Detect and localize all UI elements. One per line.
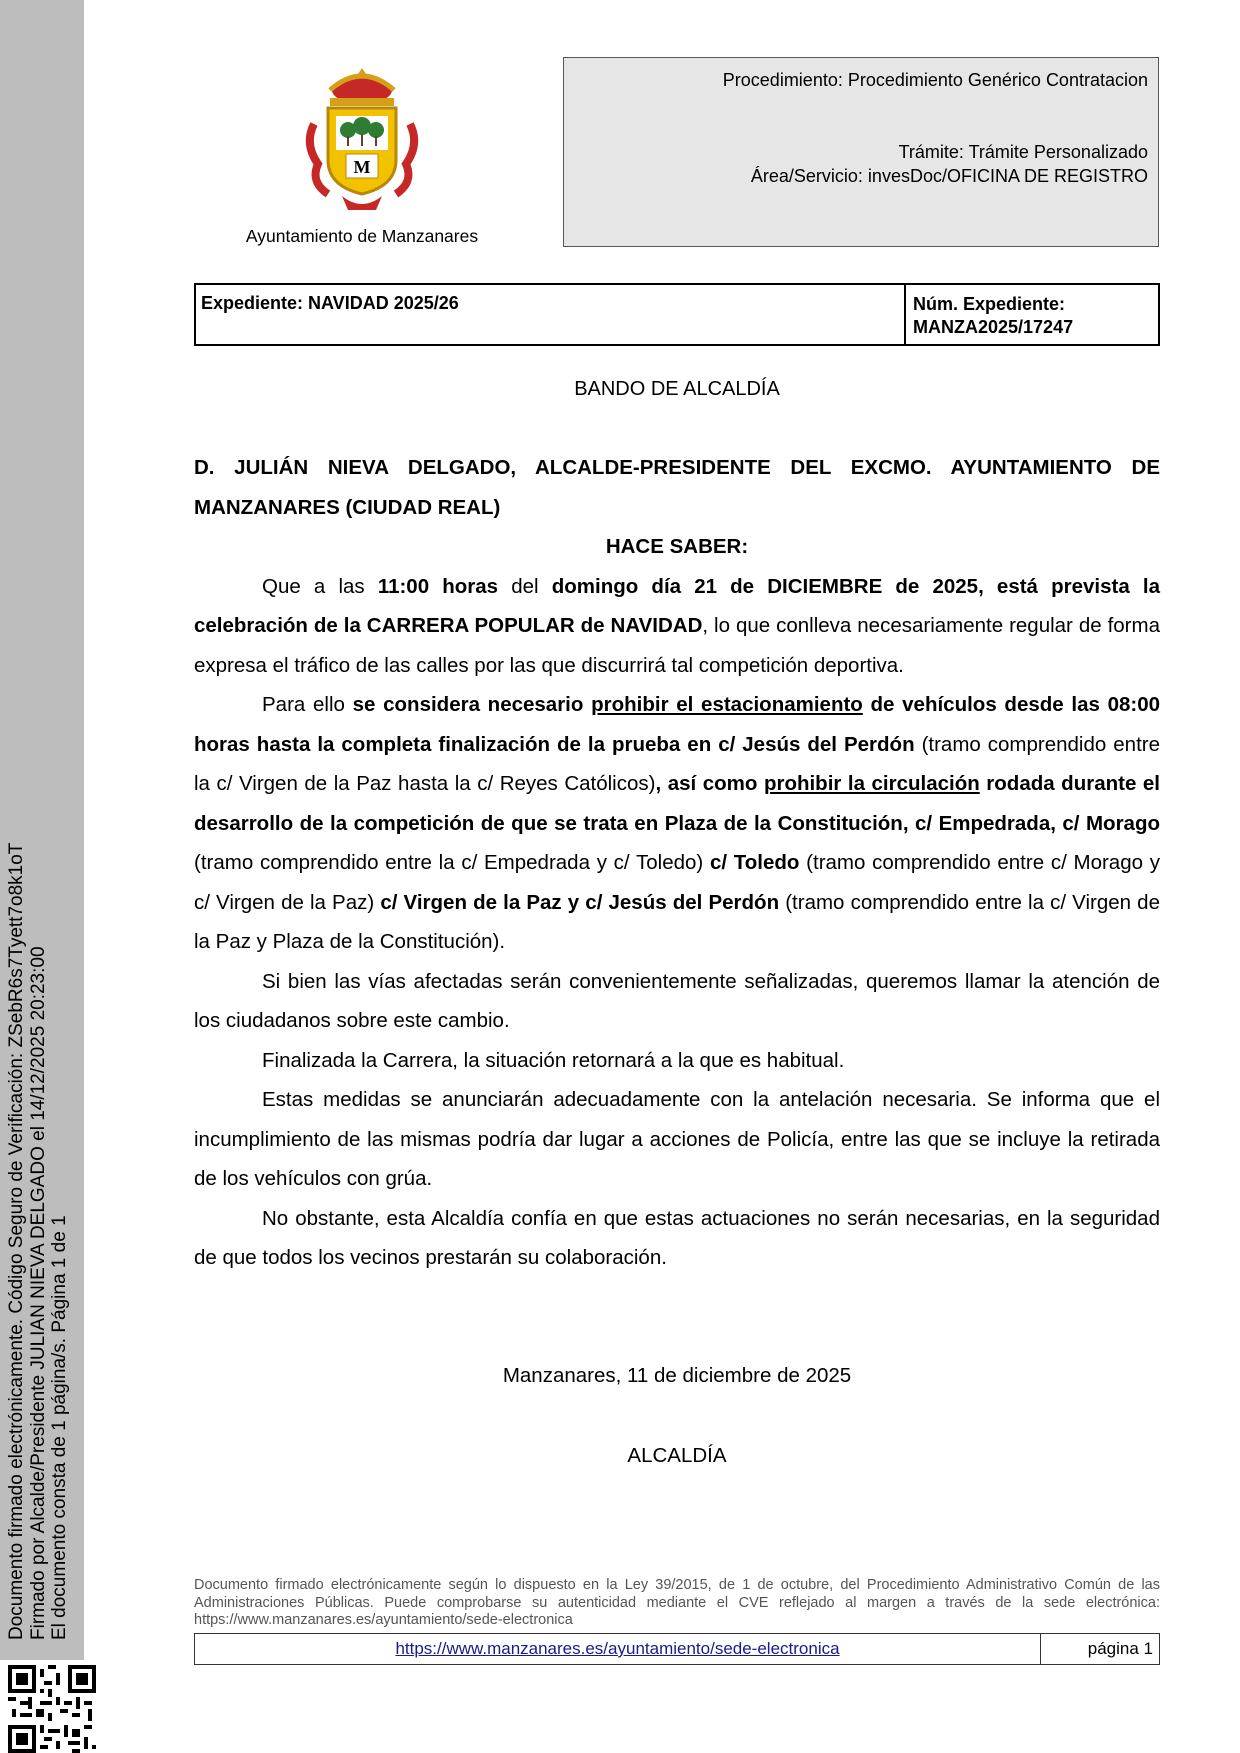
signature-sidebar-text	[6, 640, 71, 1640]
svg-text:M: M	[353, 157, 371, 177]
tramite-text: Trámite: Trámite Personalizado	[898, 142, 1148, 162]
paragraph-6: No obstante, esta Alcaldía confía en que estas actuaciones no serán necesarias, en la seguridad de que todos los vecinos prestarán su colaboración.	[194, 1206, 1160, 1269]
footer-note: Documento firmado electrónicamente según lo dispuesto en la Ley 39/2015, de 1 de octubre, del Procedimiento Administrativo Común de las Administraciones Públicas. Puede comprobarse su autenticidad mediante el CVE reflejado al margen a través de la sede electrónica: https://www.manzanares.es/ayuntamiento/sede-electronica	[194, 1577, 1160, 1628]
sede-electronica-link[interactable]: https://www.manzanares.es/ayuntamiento/sede-electronica	[395, 1639, 840, 1658]
footer-table	[194, 1633, 1160, 1665]
paragraph-1: Que a las 11:00 horas del domingo día 21 de DICIEMBRE de 2025, está prevista la celebración de la CARRERA POPULAR de NAVIDAD, lo que conlleva necesariamente regular de forma expresa el tráfico de las calles por las que discurrirá tal competición deportiva.	[194, 574, 1160, 677]
document-title: BANDO DE ALCALDÍA	[574, 378, 780, 400]
paragraph-3: Si bien las vías afectadas serán convenientemente señalizadas, queremos llamar la atención de los ciudadanos sobre este cambio.	[194, 969, 1160, 1032]
expediente-cell: Expediente: NAVIDAD 2025/26	[196, 285, 906, 344]
document-body	[194, 448, 1160, 1278]
organization-name: Ayuntamiento de Manzanares	[245, 226, 479, 246]
page-number: página 1	[1087, 1639, 1153, 1658]
num-expediente-label: Núm. Expediente:	[913, 294, 1066, 314]
sidebar-line-3: El documento consta de 1 página/s. Página 1 de 1	[49, 1215, 70, 1640]
num-expediente-cell	[908, 285, 1158, 344]
paragraph-5: Estas medidas se anunciarán adecuadamente con la antelación necesaria. Se informa que el incumplimiento de las mismas podría dar lugar a acciones de Policía, entre las que se incluye la retirada de los vehículos con grúa.	[194, 1088, 1160, 1190]
signature-block: ALCALDÍA	[627, 1444, 727, 1467]
expediente-table	[194, 283, 1160, 346]
procedure-box	[563, 57, 1159, 247]
procedimiento-text: Procedimiento: Procedimiento Genérico Contratacion	[722, 70, 1148, 90]
signature-sidebar	[0, 0, 84, 1660]
sidebar-line-1: Documento firmado electrónicamente. Código Seguro de Verificación: ZSebR6s7Tyett7o8k1oT	[6, 842, 27, 1640]
num-expediente-value: MANZA2025/17247	[913, 317, 1074, 337]
place-date: Manzanares, 11 de diciembre de 2025	[502, 1364, 852, 1387]
hace-saber: HACE SABER:	[605, 535, 749, 558]
document-heading: D. JULIÁN NIEVA DELGADO, ALCALDE-PRESIDENTE DEL EXCMO. AYUNTAMIENTO DE MANZANARES (CIUDAD REAL)	[194, 456, 1160, 519]
footer-link-cell	[195, 1634, 1041, 1664]
paragraph-2: Para ello se considera necesario prohibir el estacionamiento de vehículos desde las 08:00 horas hasta la completa finalización de la prueba en c/ Jesús del Perdón (tramo comprendido entre la c/ Virgen de la Paz hasta la c/ Reyes Católicos), así como prohibir la circulación rodada durante el desarrollo de la competición de que se trata en Plaza de la Constitución, c/ Empedrada, c/ Morago (tramo comprendido entre la c/ Empedrada y c/ Toledo) c/ Toledo (tramo comprendido entre c/ Morago y c/ Virgen de la Paz) c/ Virgen de la Paz y c/ Jesús del Perdón (tramo comprendido entre la c/ Virgen de la Paz y Plaza de la Constitución).	[194, 693, 1161, 953]
paragraph-4: Finalizada la Carrera, la situación retornará a la que es habitual.	[262, 1048, 845, 1072]
area-text: Área/Servicio: invesDoc/OFICINA DE REGISTRO	[750, 166, 1148, 186]
coat-of-arms-logo	[302, 64, 422, 216]
sidebar-line-2: Firmado por Alcalde/Presidente JULIAN NIEVA DELGADO el 14/12/2025 20:23:00	[27, 946, 49, 1640]
qr-code	[8, 1665, 96, 1753]
